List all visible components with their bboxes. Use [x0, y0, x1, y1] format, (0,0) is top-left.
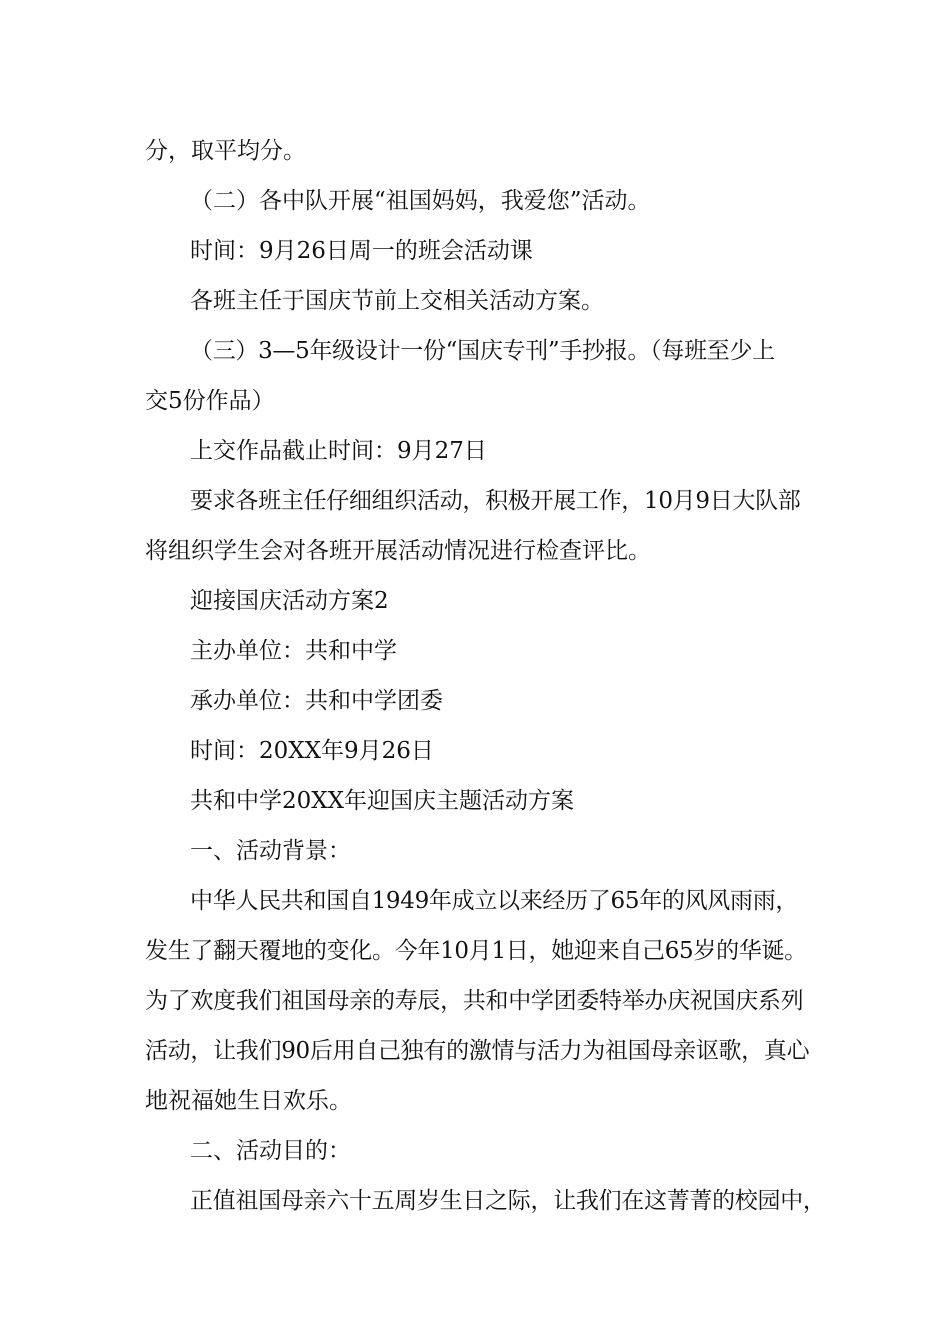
paragraph-line: 共和中学20XX年迎国庆主题活动方案	[190, 788, 575, 814]
section-heading-line: 二、活动目的：	[190, 1138, 351, 1164]
paragraph-line: 正值祖国母亲六十五周岁生日之际，让我们在这菁菁的校园中，	[190, 1188, 826, 1214]
section-heading-line: （三）3—5年级设计一份“国庆专刊”手抄报。（每班至少上	[190, 338, 775, 364]
paragraph-line: 承办单位：共和中学团委	[190, 688, 443, 714]
paragraph-line: 发生了翻天覆地的变化。今年10月1日，她迎来自己65岁的华诞。	[145, 938, 807, 964]
section-heading-line: （二）各中队开展“祖国妈妈，我爱您”活动。	[190, 188, 651, 214]
paragraph-line: 为了欢度我们祖国母亲的寿辰，共和中学团委特举办庆祝国庆系列	[145, 988, 804, 1014]
paragraph-line: 要求各班主任仔细组织活动，积极开展工作，10月9日大队部	[190, 488, 801, 514]
paragraph-line: 上交作品截止时间：9月27日	[190, 438, 487, 464]
paragraph-line: 地祝福她生日欢乐。	[145, 1088, 352, 1114]
paragraph-line: 分，取平均分。	[145, 138, 306, 164]
paragraph-line: 各班主任于国庆节前上交相关活动方案。	[190, 288, 604, 314]
paragraph-line: 时间：20XX年9月26日	[190, 738, 434, 764]
paragraph-line: 中华人民共和国自1949年成立以来经历了65年的风风雨雨，	[190, 888, 799, 914]
paragraph-line: 将组织学生会对各班开展活动情况进行检查评比。	[145, 538, 651, 564]
document-subtitle: 迎接国庆活动方案2	[190, 588, 389, 614]
paragraph-line: 交5份作品）	[145, 388, 275, 414]
paragraph-line: 时间：9月26日周一的班会活动课	[190, 238, 533, 264]
paragraph-line: 主办单位：共和中学	[190, 638, 397, 664]
section-heading-line: 一、活动背景：	[190, 838, 351, 864]
paragraph-line: 活动，让我们90后用自己独有的激情与活力为祖国母亲讴歌，真心	[145, 1038, 810, 1064]
